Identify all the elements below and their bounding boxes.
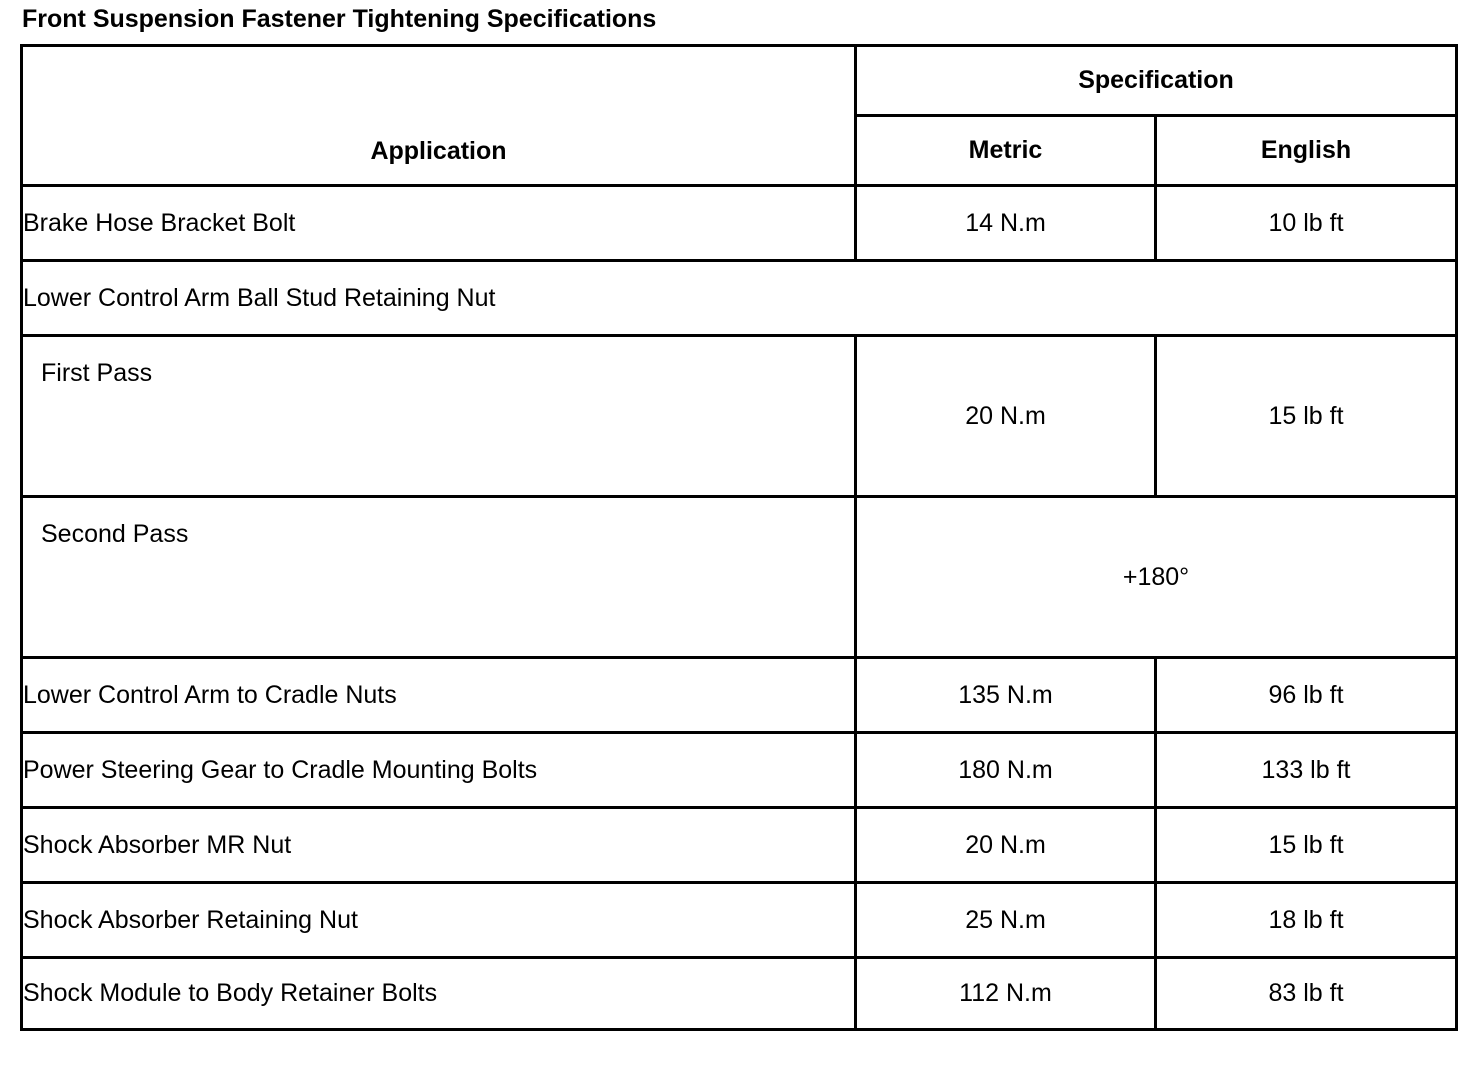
table-row xyxy=(22,883,1457,958)
header-application-label: Application xyxy=(370,137,507,165)
header-row-top xyxy=(22,46,1457,116)
metric-cell: 180 N.m xyxy=(856,733,1156,808)
metric-cell: 14 N.m xyxy=(856,186,1156,261)
application-cell: Lower Control Arm to Cradle Nuts xyxy=(22,658,856,733)
english-cell: 83 lb ft xyxy=(1156,958,1457,1030)
metric-cell: 20 N.m xyxy=(856,336,1156,497)
header-metric-label: Metric xyxy=(968,136,1043,164)
header-english-label: English xyxy=(1260,136,1352,164)
english-cell: 10 lb ft xyxy=(1156,186,1457,261)
table-row xyxy=(22,733,1457,808)
table-row xyxy=(22,958,1457,1030)
table-row xyxy=(22,186,1457,261)
english-cell: 18 lb ft xyxy=(1156,883,1457,958)
header-application xyxy=(22,46,856,186)
english-cell: 15 lb ft xyxy=(1156,808,1457,883)
metric-cell: 25 N.m xyxy=(856,883,1156,958)
metric-cell: 20 N.m xyxy=(856,808,1156,883)
application-cell: Brake Hose Bracket Bolt xyxy=(22,186,856,261)
header-english xyxy=(1156,116,1457,186)
table-row xyxy=(22,808,1457,883)
table-row xyxy=(22,261,1457,336)
specifications-table xyxy=(20,44,1458,1031)
application-group-cell: Lower Control Arm Ball Stud Retaining Nut xyxy=(22,261,1457,336)
header-metric xyxy=(856,116,1156,186)
table-row xyxy=(22,658,1457,733)
application-cell: Shock Module to Body Retainer Bolts xyxy=(22,958,856,1030)
metric-cell: 135 N.m xyxy=(856,658,1156,733)
application-cell: Power Steering Gear to Cradle Mounting Bolts xyxy=(22,733,856,808)
application-cell: Shock Absorber MR Nut xyxy=(22,808,856,883)
combined-spec-cell: +180° xyxy=(856,497,1457,658)
metric-cell: 112 N.m xyxy=(856,958,1156,1030)
english-cell: 15 lb ft xyxy=(1156,336,1457,497)
table-row xyxy=(22,336,1457,497)
table-row xyxy=(22,497,1457,658)
application-cell: First Pass xyxy=(22,336,856,497)
header-specification xyxy=(856,46,1457,116)
header-specification-label: Specification xyxy=(1078,66,1234,94)
application-cell: Shock Absorber Retaining Nut xyxy=(22,883,856,958)
document-title: Front Suspension Fastener Tightening Specifications xyxy=(22,5,657,33)
english-cell: 96 lb ft xyxy=(1156,658,1457,733)
english-cell: 133 lb ft xyxy=(1156,733,1457,808)
application-cell: Second Pass xyxy=(22,497,856,658)
